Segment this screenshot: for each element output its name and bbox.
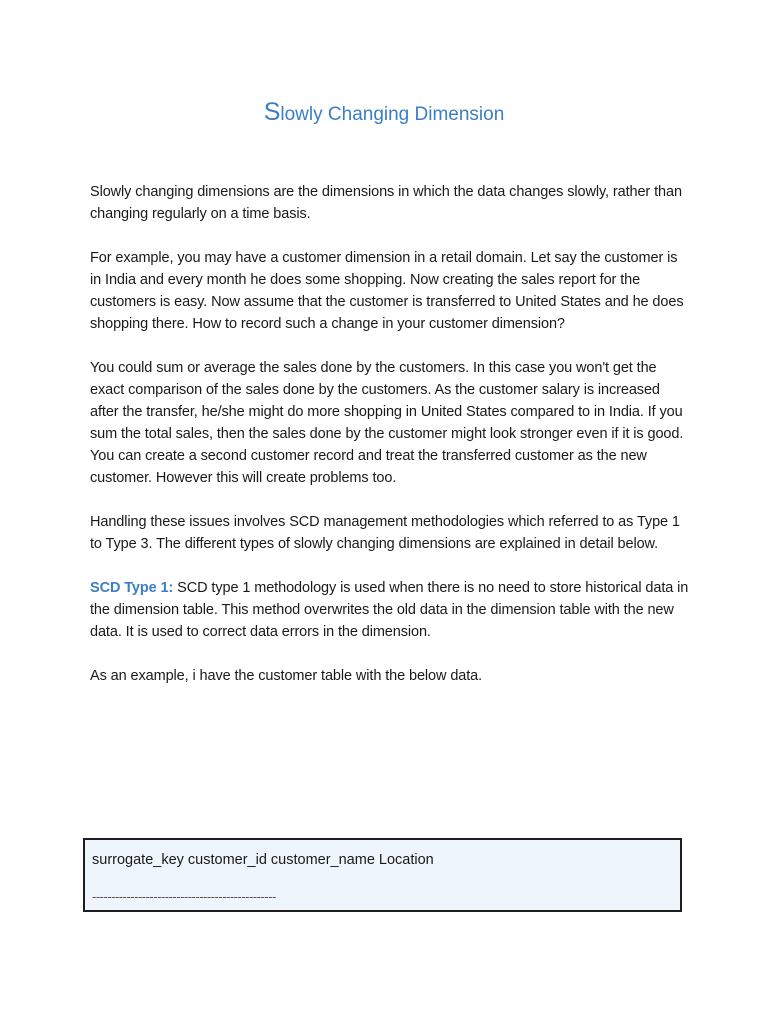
title-rest: lowly Changing Dimension: [280, 104, 505, 125]
paragraph-example-intro: As an example, i have the customer table with the below data.: [90, 668, 483, 684]
scd-type1-label: SCD Type 1:: [90, 580, 174, 596]
paragraph-example: For example, you may have a customer dimension in a retail domain. Let say the customer is in India and every month he does some shopping. Now creating the sales report for the customers is easy. Now assume that the customer is transferred to United States and he does shopping there. How to record such a change in your customer dimension?: [90, 250, 684, 332]
paragraph-intro: Slowly changing dimensions are the dimensions in which the data changes slowly, rather than changing regularly on a time basis.: [90, 184, 682, 222]
page-title: [0, 96, 768, 131]
paragraph-scd-type1: [90, 577, 690, 643]
paragraph-sum: You could sum or average the sales done by the customers. In this case you won't get the exact comparison of the sales done by the customers. As the customer salary is increased after the transfer, he/she might do more shopping in United States compared to in India. If you sum the total sales, then the sales done by the customer might look stronger even if it is good. You can create a second customer record and treat the transferred customer as the new customer. However this will create problems too.: [90, 360, 684, 486]
title-initial: S: [263, 98, 281, 126]
table-header-line: surrogate_key customer_id customer_name Location: [92, 852, 434, 868]
table-dashed-rule: ------------------------------------------------: [92, 889, 276, 904]
scd-type1-text: SCD type 1 methodology is used when there is no need to store historical data in the dimension table. This method overwrites the old data in the dimension table with the new data. It is used to correct data errors in the dimension.: [90, 580, 689, 640]
customer-table-box: [83, 838, 682, 912]
article-body: [90, 181, 690, 709]
paragraph-handling: Handling these issues involves SCD management methodologies which referred to as Type 1 to Type 3. The different types of slowly changing dimensions are explained in detail below.: [90, 514, 680, 552]
